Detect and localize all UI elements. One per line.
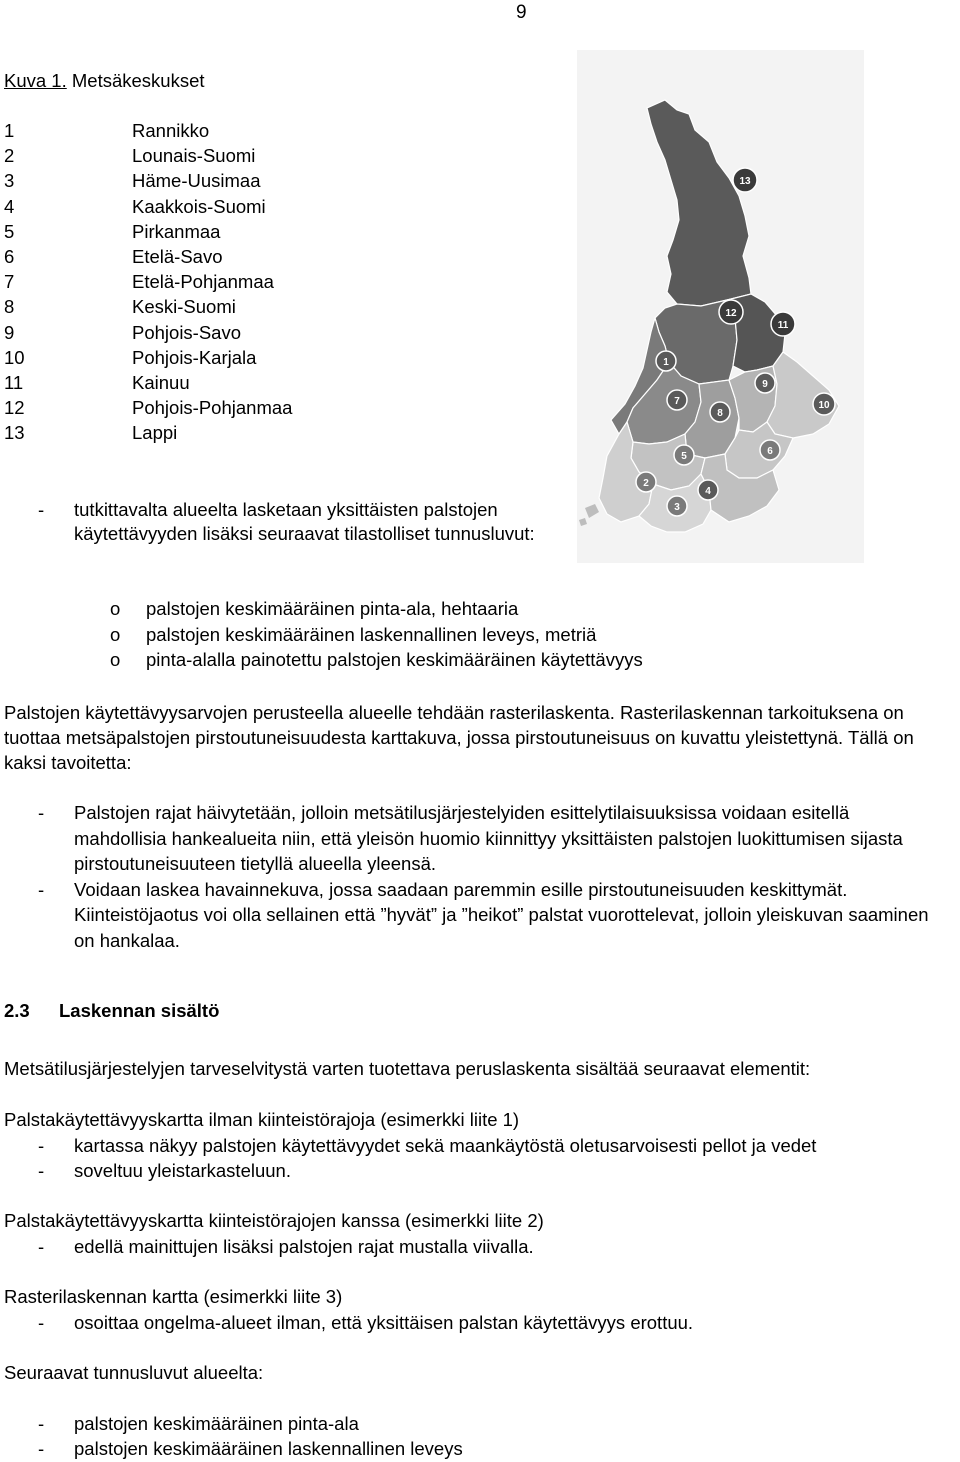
map-label-12: 12: [725, 308, 737, 319]
list-item: [0, 598, 960, 624]
map-badge: [755, 373, 775, 393]
list-item-text: palstojen keskimääräinen pinta-ala: [74, 1412, 359, 1434]
page-number: 9: [516, 2, 527, 23]
legend-num: 2: [4, 145, 15, 167]
map-label-5: 5: [681, 451, 687, 462]
figures-intro: Seuraavat tunnusluvut alueelta:: [4, 1362, 264, 1383]
map-label-10: 10: [818, 400, 830, 411]
list-item: [4, 1234, 954, 1260]
legend-name: Lappi: [132, 422, 178, 444]
section-heading: [4, 1000, 219, 1022]
map-badge: [667, 496, 687, 516]
legend-num: 11: [4, 371, 24, 393]
legend-num: 5: [4, 220, 15, 242]
map2-title: Palstakäytettävyyskartta kiinteistörajojen kanssa (esimerkki liite 2): [4, 1210, 544, 1231]
legend-name: Pohjois-Pohjanmaa: [132, 397, 293, 419]
legend-row: [4, 422, 292, 447]
map-island: [579, 518, 587, 526]
bullet-text: palstojen keskimääräinen pinta-ala, hehtaaria: [146, 598, 519, 619]
bullet-text: palstojen keskimääräinen laskennallinen leveys, metriä: [146, 623, 597, 645]
bullet-mark: o: [110, 649, 121, 670]
legend-num: 7: [4, 271, 15, 293]
legend-row: [4, 397, 292, 422]
map-badge: [813, 393, 835, 415]
map-label-11: 11: [777, 320, 789, 331]
figure-label: Kuva 1.: [4, 70, 67, 91]
bullet-mark: o: [110, 623, 121, 645]
legend-row: [4, 196, 292, 221]
map-label-7: 7: [674, 396, 680, 407]
map1-title: Palstakäytettävyyskartta ilman kiinteistörajoja (esimerkki liite 1): [4, 1109, 520, 1130]
list-item-text: palstojen keskimääräinen laskennallinen leveys: [74, 1438, 463, 1459]
map3-block: [4, 1284, 954, 1335]
list-item: [4, 1158, 954, 1184]
legend-name: Kaakkois-Suomi: [132, 195, 266, 217]
list-item: [4, 1133, 954, 1159]
legend-row: [4, 145, 292, 170]
legend-num: 10: [4, 346, 25, 368]
legend-name: Etelä-Pohjanmaa: [132, 271, 274, 293]
list-item-text: soveltuu yleistarkasteluun.: [74, 1160, 291, 1181]
sub-bullet-list: [0, 598, 960, 675]
list-item-text: edellä mainittujen lisäksi palstojen rajat mustalla viivalla.: [74, 1235, 534, 1257]
list-item-text: Voidaan laskea havainnekuva, jossa saadaan paremmin esille pirstoutuneisuuden keskittymät. Kiinteistöjaotus voi olla sellainen että ”hyvät” ja ”heikot” palstat vuorottelevat, jolloin yleiskuvan saaminen on hankalaa.: [74, 878, 929, 951]
dash-mark: -: [38, 1235, 45, 1257]
list-item-text: kartassa näkyy palstojen käytettävyydet sekä maankäytöstä oletusarvoisesti pellot ja vedet: [74, 1134, 817, 1156]
figure-title: Metsäkeskukset: [71, 70, 205, 91]
side-dash-text: tutkittavalta alueelta lasketaan yksittäisten palstojen käytettävyyden lisäksi seuraavat tilastolliset tunnusluvut:: [74, 499, 535, 544]
map-badge: [719, 300, 743, 324]
figures-block: [4, 1360, 954, 1462]
legend-row: [4, 221, 292, 246]
legend-row: [4, 170, 292, 195]
list-item-text: osoittaa ongelma-alueet ilman, että yksittäisen palstan käytettävyys erottuu.: [74, 1311, 694, 1333]
dash-mark: -: [38, 1134, 45, 1156]
list-item: [0, 624, 960, 650]
dash-mark: -: [38, 1311, 45, 1333]
map-svg: [577, 50, 864, 563]
legend-num: 8: [4, 296, 15, 318]
list-item: [4, 1436, 954, 1462]
legend-name: Rannikko: [132, 120, 210, 141]
legend-row: [4, 271, 292, 296]
legend-name: Pohjois-Savo: [132, 321, 242, 343]
legend-row: [4, 120, 292, 145]
legend-row: [4, 296, 292, 321]
paragraph-rasterilaskenta: Palstojen käytettävyysarvojen perusteella alueelle tehdään rasterilaskenta. Rasterilaskennan tarkoituksena on tuottaa metsäpalstojen pirstoutuneisuudesta karttakuva, jossa pirstoutuneisuus on kuvattu yleistettynä. Tällä on kaksi tavoitetta:: [4, 702, 914, 773]
map-label-13: 13: [739, 176, 751, 187]
map-label-9: 9: [762, 379, 768, 390]
list-item-text: Palstojen rajat häivytetään, jolloin metsätilusjärjestelyiden esittelytilaisuuksissa voidaan esitellä mahdollisia hankealueita niin, että yleisön huomio kiinnittyy yksittäisten palstojen luokittumisen sijasta pirstoutuneisuuteen tietyllä alueella yleensä.: [74, 802, 903, 874]
map-label-8: 8: [717, 408, 723, 419]
legend-name: Lounais-Suomi: [132, 145, 256, 167]
list-item: [4, 1310, 954, 1336]
goals-list: [4, 800, 944, 953]
map-badge: [760, 440, 780, 460]
dash-mark: -: [38, 499, 45, 520]
legend-name: Häme-Uusimaa: [132, 170, 261, 192]
map1-block: [4, 1107, 954, 1184]
dash-mark: -: [38, 1438, 45, 1459]
map-label-6: 6: [767, 446, 773, 457]
legend-name: Pohjois-Karjala: [132, 346, 257, 368]
section-number: 2.3: [4, 1000, 30, 1021]
map-badge: [636, 472, 656, 492]
legend-num: 4: [4, 195, 15, 217]
map3-title: Rasterilaskennan kartta (esimerkki liite 3): [4, 1286, 343, 1307]
legend-name: Pirkanmaa: [132, 220, 221, 242]
map-badge: [667, 390, 687, 410]
legend-row: [4, 322, 292, 347]
map-badge: [698, 480, 718, 500]
legend-num: 6: [4, 245, 15, 267]
legend-num: 3: [4, 170, 15, 192]
finland-region-map: [577, 50, 864, 563]
map-badge: [771, 312, 795, 336]
legend-name: Keski-Suomi: [132, 296, 236, 318]
region-legend: [4, 120, 292, 447]
map-label-3: 3: [674, 502, 680, 513]
map-badge: [674, 445, 694, 465]
section-title: Laskennan sisältö: [59, 1000, 220, 1021]
legend-name: Etelä-Savo: [132, 245, 223, 267]
map-badge: [656, 351, 676, 371]
bullet-mark: o: [110, 598, 121, 619]
list-item: [0, 649, 960, 675]
legend-row: [4, 347, 292, 372]
intro-paragraph: Metsätilusjärjestelyjen tarveselvitystä varten tuotettava peruslaskenta sisältää seuraavat elementit:: [4, 1058, 811, 1079]
dash-mark: -: [38, 1160, 45, 1181]
legend-name: Kainuu: [132, 371, 190, 393]
legend-row: [4, 372, 292, 397]
map2-block: [4, 1208, 954, 1259]
legend-num: 12: [4, 397, 25, 419]
dash-mark: -: [38, 1412, 45, 1434]
map-label-2: 2: [643, 478, 649, 489]
figure-caption: [4, 70, 205, 92]
map-label-4: 4: [705, 486, 711, 497]
map-region-13: [647, 100, 751, 306]
dash-mark: -: [38, 878, 45, 900]
list-item: [4, 1411, 954, 1437]
legend-num: 1: [4, 120, 15, 141]
map-label-1: 1: [663, 357, 669, 368]
bullet-text: pinta-alalla painotettu palstojen keskimääräinen käytettävyys: [146, 649, 643, 670]
map-badge: [733, 168, 757, 192]
legend-row: [4, 246, 292, 271]
map-badge: [710, 402, 730, 422]
list-item: [4, 800, 944, 877]
legend-num: 9: [4, 321, 15, 343]
list-item: [4, 877, 944, 954]
map-island: [585, 504, 599, 518]
legend-num: 13: [4, 422, 25, 444]
dash-mark: -: [38, 802, 45, 823]
